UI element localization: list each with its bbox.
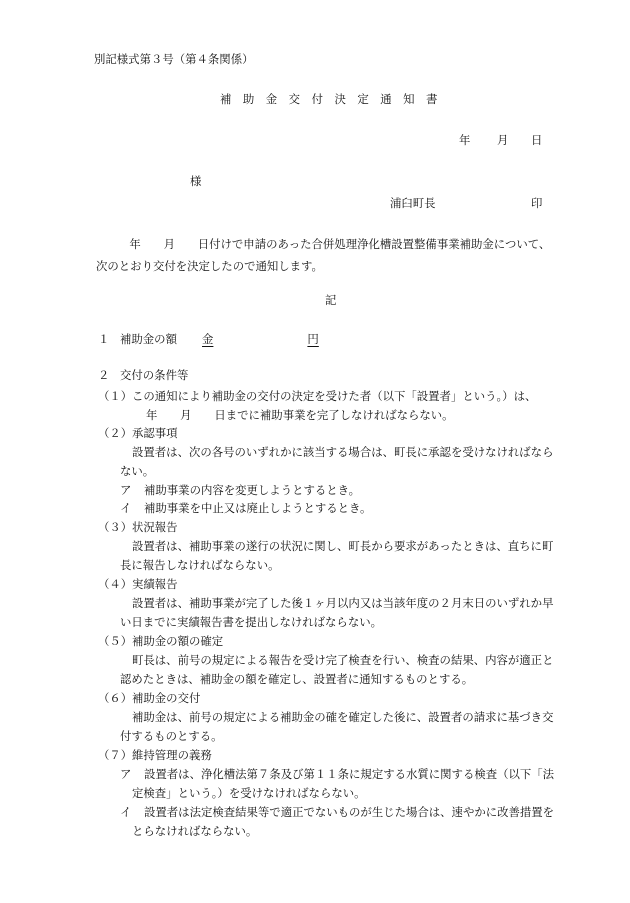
condition-heading: 承認事項 [132,426,178,440]
condition-body: 認めたときは、補助金の額を確定し、設置者に通知するものとする。 [120,672,474,686]
item-text: 補助事業を中止又は廃止しようとするとき。 [144,501,372,515]
issuer-name: 浦臼町長 [390,196,436,210]
form-label: 別記様式第３号（第４条関係） [94,52,254,66]
condition-body: 町長は、前号の規定による報告を受け完了検査を行い、検査の結果、内容が適正と [132,653,554,667]
item-mark: ア [120,767,132,781]
condition-body: 付するものとする。 [120,729,223,743]
condition-heading: 補助金の交付 [132,691,201,705]
condition-body: 設置者は、補助事業の遂行の状況に関し、町長から要求があったときは、直ちに町 [132,539,554,553]
condition-heading: 実績報告 [132,577,178,591]
item-mark: イ [120,501,132,515]
condition-number: （７） [98,748,133,762]
item-text: 補助事業の内容を変更しようとするとき。 [144,483,360,497]
date-month: 月 [497,133,509,147]
condition-number: （１） [98,389,133,403]
condition-number: （３） [98,520,133,534]
section1-label: 補助金の額 [120,332,177,346]
condition-heading: 維持管理の義務 [132,748,212,762]
amount-suffix: 円 [307,332,319,346]
item-text: 設置者は法定検査結果等で適正でないものが生じた場合は、速やかに改善措置を [144,805,555,819]
condition-body: 長に報告しなければならない。 [120,558,280,572]
condition-number: （２） [98,426,133,440]
date-year: 年 [459,133,471,147]
item-text: とらなければならない。 [132,824,258,838]
condition-body: 補助金は、前号の規定による補助金の確を確定した後に、設置者の請求に基づき交 [132,710,554,724]
addressee-suffix: 様 [190,174,202,188]
amount-prefix: 金 [202,332,214,346]
section1-number: １ [98,332,110,346]
condition-text: この通知により補助金の交付の決定を受けた者（以下「設置者」という。）は、 [132,389,537,403]
condition-body: ない。 [120,464,155,478]
seal-mark: 印 [531,196,543,210]
intro-line-1: 年 月 日付けで申請のあった合併処理浄化槽設置整備事業補助金について、 [118,237,551,251]
condition-body: い日までに実績報告書を提出しなければならない。 [120,615,382,629]
section2-label: 交付の条件等 [120,368,189,382]
condition-heading: 補助金の額の確定 [132,634,224,648]
condition-text: 年 月 日までに補助事業を完了しなければならない。 [146,408,454,422]
condition-heading: 状況報告 [132,520,178,534]
date-day: 日 [531,133,543,147]
condition-number: （５） [98,634,133,648]
item-text: 定検査」という。）を受けなければならない。 [132,786,366,800]
condition-body: 設置者は、次の各号のいずれかに該当する場合は、町長に承認を受けなければなら [132,445,554,459]
section2-number: ２ [98,368,110,382]
intro-line-2: 次のとおり交付を決定したので通知します。 [96,259,323,273]
item-mark: ア [120,483,132,497]
condition-number: （６） [98,691,133,705]
document-title: 補助金交付決定通知書 [220,92,449,106]
condition-number: （４） [98,577,133,591]
ki-heading: 記 [325,293,337,307]
amount-field [202,331,319,347]
item-text: 設置者は、浄化槽法第７条及び第１１条に規定する水質に関する検査（以下「法 [144,767,555,781]
condition-body: 設置者は、補助事業が完了した後１ヶ月以内又は当該年度の２月末日のいずれか早 [132,596,554,610]
item-mark: イ [120,805,132,819]
